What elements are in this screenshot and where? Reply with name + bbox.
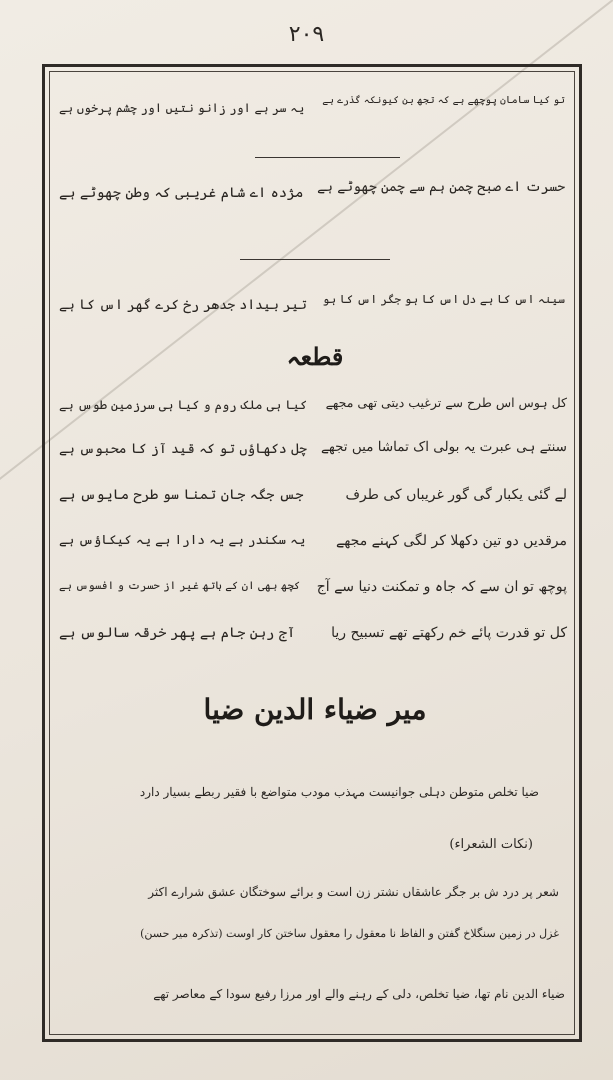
prose-line-4: غزل در زمین سنگلاخ گفتن و الفاظ نا معقول را معقول ساختن کار اوست (تذکرہ میر حسن)	[140, 927, 559, 940]
divider-1	[255, 157, 400, 158]
divider-2	[240, 259, 390, 260]
qita-4-left: یہ سکندر ہے یہ دارا ہے یہ کیکاؤس ہے	[59, 533, 306, 548]
couplet-2-left: مژدہ اے شام غریبی کہ وطن چھوٹے ہے	[59, 185, 304, 201]
qita-4-right: مرقدیں دو تین دکھلا کر لگی کہنے مجھے	[336, 533, 567, 549]
prose-line-5: ضیاء الدین نام تھا، ضیا تخلص، دلی کے رہنے والے اور مرزا رفیع سودا کے معاصر تھے	[153, 987, 565, 1001]
qita-1-right: کل ہوس اس طرح سے ترغیب دیتی تھی مجھے	[325, 395, 567, 410]
prose-line-1: ضیا تخلص متوطن دہلی جوانیست مہذب مودب متواضع با فقیر ربطے بسیار دارد	[139, 785, 539, 799]
qita-6-left: آج رہن جام ہے پھر خرقہ سالوس ہے	[59, 625, 296, 641]
qita-2-right: سنتے ہی عبرت یہ بولی اک تماشا میں تجھے	[320, 439, 567, 455]
couplet-3-right: سینہ اس کا ہے دل اس کا ہو جگر اس کا ہو	[322, 292, 565, 306]
qita-heading: قطعہ	[286, 342, 344, 371]
couplet-1-right: تو کیا سامان پوچھے ہے کہ تجھ بن کیونکہ گذرے ہے	[322, 95, 565, 106]
prose-line-3: شعر پر درد ش بر جگر عاشقاں نشتر زن است و برائے سوختگان عشق شرارے اکثر	[148, 885, 559, 899]
prose-line-2: (نکات الشعراء)	[449, 837, 533, 852]
qita-5-right: پوچھ تو ان سے کہ جاہ و تمکنت دنیا سے آج	[316, 579, 567, 595]
qita-3-right: لے گئی یکبار گی گور غریباں کی طرف	[345, 487, 567, 503]
qita-3-left: جس جگہ جان تمنا سو طرح مایوس ہے	[59, 487, 304, 503]
couplet-3-left: تیر بیداد جدھر رخ کرے گھر اس کا ہے	[59, 297, 307, 313]
page-border-frame	[42, 64, 582, 1042]
couplet-1-left: یہ سر ہے اور زانو نتیں اور چشم پرخوں ہے	[59, 101, 305, 115]
page-number: ۲۰۹	[288, 22, 325, 47]
qita-6-right: کل تو قدرت پائے خم رکھتے تھے تسبیح ریا	[331, 625, 567, 641]
qita-1-left: کیا ہی ملک روم و کیا ہی سرزمین طوس ہے	[59, 397, 308, 412]
couplet-2-right: حسرت اے صبح چمن ہم سے چمن چھوٹے ہے	[317, 179, 565, 195]
qita-5-left: کچھ بھی ان کے ہاتھ غیر از حسرت و افسوس ہے	[59, 579, 301, 592]
poet-heading: میر ضیاء الدین ضیا	[203, 693, 427, 726]
qita-2-left: چل دکھاؤں تو کہ قید آز کا محبوس ہے	[59, 441, 307, 457]
